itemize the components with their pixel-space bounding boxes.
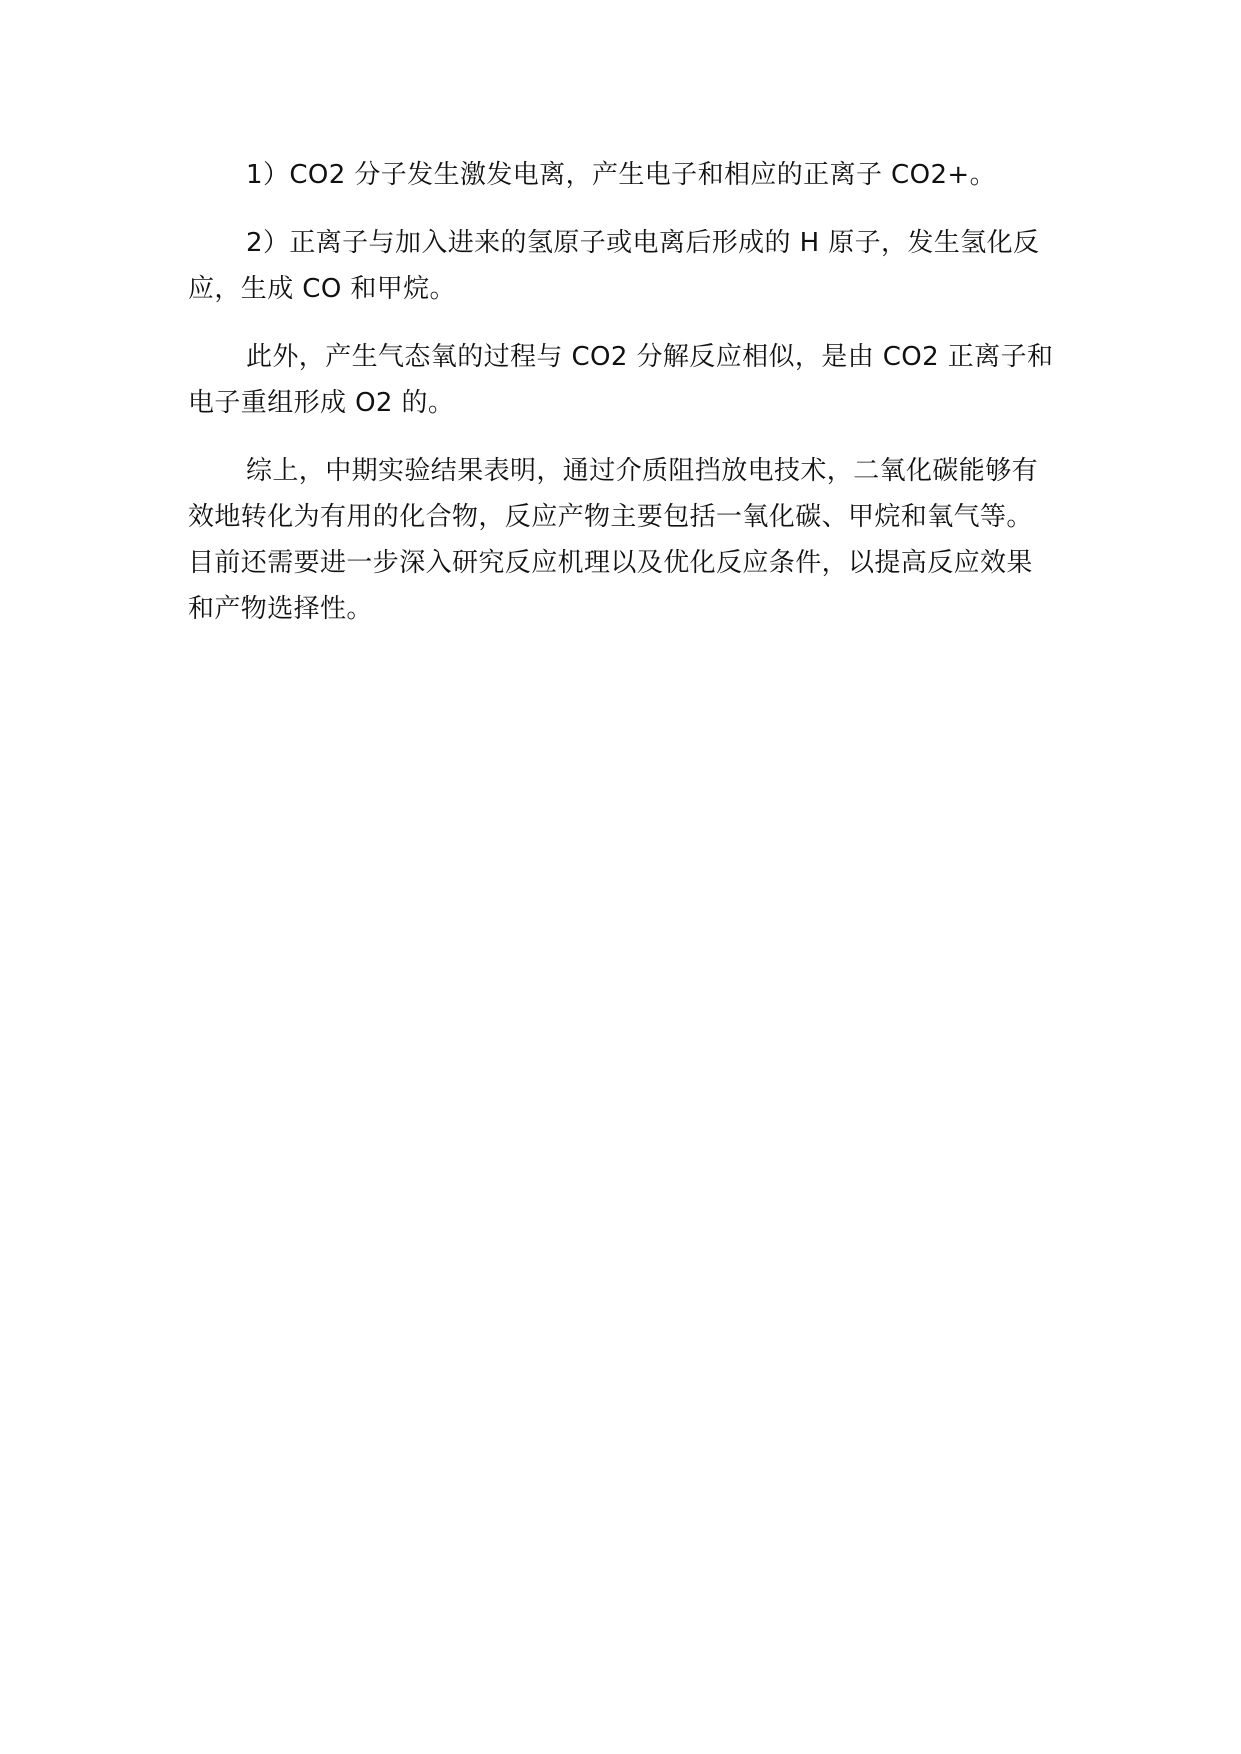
paragraph-step-2: 2）正离子与加入进来的氢原子或电离后形成的 H 原子，发生氢化反应，生成 CO 和甲烷。 (188, 228, 1040, 304)
document-body (188, 152, 1058, 654)
paragraph-conclusion: 综上，中期实验结果表明，通过介质阻挡放电技术，二氧化碳能够有效地转化为有用的化合物，反应产物主要包括一氧化碳、甲烷和氧气等。目前还需要进一步深入研究反应机理以及优化反应条件，以提高反应效果和产物选择性。 (188, 456, 1039, 624)
paragraph-step-1: 1）CO2 分子发生激发电离，产生电子和相应的正离子 CO2+。 (246, 160, 996, 190)
paragraph-oxygen: 此外，产生气态氧的过程与 CO2 分解反应相似，是由 CO2 正离子和电子重组形成 O2 的。 (188, 342, 1054, 418)
